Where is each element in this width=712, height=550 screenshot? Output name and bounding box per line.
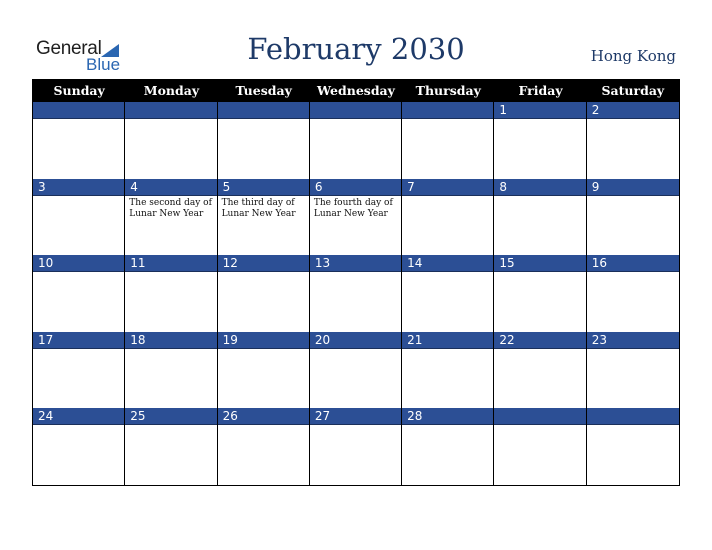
- day-number: 11: [130, 256, 146, 270]
- day-number-bar: [587, 255, 679, 272]
- week-row: [33, 332, 679, 409]
- day-number: 8: [499, 179, 508, 194]
- holiday-note: [218, 349, 309, 351]
- day-cell: [218, 408, 310, 485]
- holiday-note: [494, 119, 585, 121]
- holiday-note: [494, 272, 585, 274]
- day-number: 27: [314, 409, 331, 423]
- day-number: 6: [314, 179, 323, 194]
- day-number: 14: [407, 256, 423, 270]
- holiday-note: [310, 119, 401, 121]
- day-number: 15: [499, 256, 515, 270]
- day-number-bar: [310, 255, 401, 272]
- day-number-bar: [494, 332, 585, 349]
- day-cell: [494, 102, 586, 179]
- holiday-note: [33, 272, 124, 274]
- day-cell: [33, 255, 125, 332]
- day-number: 24: [38, 409, 54, 423]
- day-cell: [218, 332, 310, 409]
- logo-word-blue: Blue: [86, 55, 121, 74]
- week-row: [33, 102, 679, 179]
- day-cell: [587, 332, 679, 409]
- day-cell: [125, 408, 217, 485]
- day-cell: [310, 332, 402, 409]
- day-number-bar: [33, 102, 124, 119]
- day-number-bar: [494, 179, 585, 196]
- day-number: 23: [591, 332, 607, 347]
- holiday-note: [218, 272, 309, 274]
- holiday-note: [402, 425, 493, 427]
- day-cell: [402, 179, 494, 256]
- day-number-bar: [587, 102, 679, 119]
- holiday-note: [125, 425, 216, 427]
- day-cell: [310, 255, 402, 332]
- day-number-bar: [125, 179, 216, 196]
- holiday-note: [402, 272, 493, 274]
- day-number: 5: [222, 179, 231, 194]
- day-number: 10: [38, 256, 54, 270]
- day-number: 20: [314, 332, 331, 347]
- day-cell: [310, 408, 402, 485]
- day-number: 4: [130, 179, 138, 194]
- day-number-bar: [494, 102, 585, 119]
- day-number-bar: [310, 408, 401, 425]
- month-calendar: [32, 79, 680, 486]
- day-cell: [402, 332, 494, 409]
- day-cell: [125, 179, 217, 256]
- day-number-bar: [33, 332, 124, 349]
- day-number: 19: [222, 332, 238, 347]
- holiday-note: The fourth day of Lunar New Year: [313, 197, 393, 219]
- day-cell: [218, 255, 310, 332]
- day-cell: [218, 179, 310, 256]
- holiday-note: [494, 349, 585, 351]
- day-number: 1: [499, 103, 508, 117]
- day-number: 16: [591, 256, 607, 270]
- day-number-bar: [33, 179, 124, 196]
- weekday-header: Wednesday: [317, 83, 395, 98]
- day-cell: [587, 102, 679, 179]
- day-cell: [494, 255, 586, 332]
- holiday-note: [125, 119, 216, 121]
- day-number: 2: [591, 103, 600, 117]
- holiday-note: [587, 349, 679, 351]
- day-number: 18: [130, 332, 146, 347]
- day-number-bar: [494, 408, 585, 425]
- weekday-header: Friday: [518, 83, 563, 98]
- day-cell: [587, 179, 679, 256]
- day-number-bar: [402, 179, 493, 196]
- day-number-bar: [218, 332, 309, 349]
- day-cell: [310, 179, 402, 256]
- week-row: [33, 408, 679, 485]
- day-number-bar: [402, 102, 493, 119]
- holiday-note: [310, 272, 401, 274]
- day-cell: [402, 255, 494, 332]
- day-number-bar: [218, 179, 309, 196]
- holiday-note: [587, 196, 679, 198]
- weekday-header: Thursday: [415, 83, 481, 98]
- holiday-note: [33, 349, 124, 351]
- day-number-bar: [587, 408, 679, 425]
- holiday-note: [494, 425, 585, 427]
- holiday-note: [402, 349, 493, 351]
- weekday-header: Tuesday: [235, 83, 292, 98]
- holiday-note: [587, 272, 679, 274]
- weekday-header: Saturday: [601, 83, 665, 98]
- day-number-bar: [310, 102, 401, 119]
- day-number-bar: [587, 332, 679, 349]
- day-number: 12: [222, 256, 238, 270]
- holiday-note: [125, 272, 216, 274]
- holiday-note: [587, 425, 679, 427]
- day-number: 28: [407, 409, 423, 423]
- holiday-note: The third day of Lunar New Year: [221, 197, 296, 219]
- day-number-bar: [125, 102, 216, 119]
- day-number-bar: [125, 332, 216, 349]
- day-cell: [494, 179, 586, 256]
- holiday-note: [218, 119, 309, 121]
- holiday-note: [33, 119, 124, 121]
- holiday-note: [587, 119, 679, 121]
- day-cell: [33, 102, 125, 179]
- weekday-header: Monday: [143, 83, 200, 98]
- logo-word-general: General: [36, 38, 102, 59]
- day-number-bar: [218, 408, 309, 425]
- holiday-note: [33, 425, 124, 427]
- day-number-bar: [310, 179, 401, 196]
- day-number: 25: [130, 409, 146, 423]
- day-number-bar: [310, 332, 401, 349]
- day-cell: [33, 332, 125, 409]
- day-cell: [125, 332, 217, 409]
- day-cell: [33, 408, 125, 485]
- day-cell: [218, 102, 310, 179]
- weeks-container: [33, 102, 679, 485]
- day-number: 3: [38, 179, 46, 194]
- day-number: 21: [407, 332, 423, 347]
- holiday-note: [218, 425, 309, 427]
- holiday-note: [402, 119, 493, 121]
- day-number: 22: [499, 332, 515, 347]
- day-cell: [310, 102, 402, 179]
- day-cell: [125, 255, 217, 332]
- weekday-header: Sunday: [53, 83, 105, 98]
- day-number: 13: [314, 256, 331, 270]
- day-number-bar: [125, 255, 216, 272]
- calendar-title: February 2030: [247, 32, 465, 66]
- calendar-region: Hong Kong: [590, 47, 676, 65]
- day-number: 26: [222, 409, 238, 423]
- day-number-bar: [218, 102, 309, 119]
- holiday-note: [402, 196, 493, 198]
- day-cell: [33, 179, 125, 256]
- day-number-bar: [402, 255, 493, 272]
- day-cell: [402, 102, 494, 179]
- day-number-bar: [402, 408, 493, 425]
- day-number: 7: [407, 179, 415, 194]
- week-row: [33, 255, 679, 332]
- day-number-bar: [33, 255, 124, 272]
- day-number: 9: [591, 179, 600, 194]
- day-number-bar: [218, 255, 309, 272]
- day-cell: [587, 408, 679, 485]
- day-cell: [494, 332, 586, 409]
- day-number-bar: [402, 332, 493, 349]
- holiday-note: [494, 196, 585, 198]
- day-number: 17: [38, 332, 54, 347]
- day-cell: [587, 255, 679, 332]
- holiday-note: [310, 349, 401, 351]
- day-number-bar: [587, 179, 679, 196]
- day-number-bar: [33, 408, 124, 425]
- day-cell: [494, 408, 586, 485]
- holiday-note: [33, 196, 124, 198]
- holiday-note: [125, 349, 216, 351]
- week-row: [33, 179, 679, 256]
- day-cell: [125, 102, 217, 179]
- holiday-note: The second day of Lunar New Year: [129, 197, 212, 219]
- holiday-note: [310, 425, 401, 427]
- day-cell: [402, 408, 494, 485]
- day-number-bar: [494, 255, 585, 272]
- weekday-header-row: [33, 79, 679, 102]
- day-number-bar: [125, 408, 216, 425]
